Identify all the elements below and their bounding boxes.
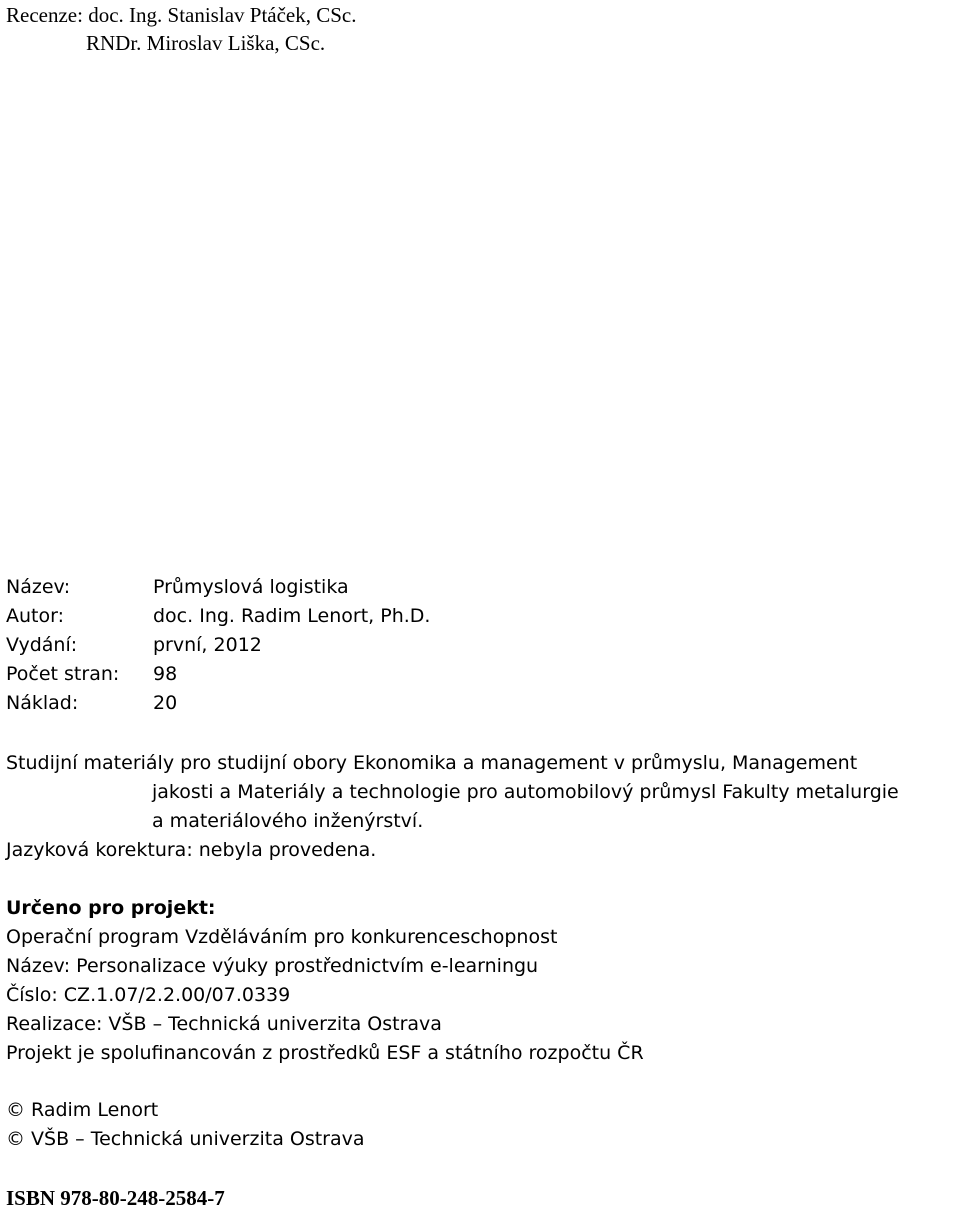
meta-copies-row xyxy=(6,692,178,714)
edition-value: první, 2012 xyxy=(153,634,262,656)
pages-value: 98 xyxy=(153,663,178,685)
study-line-2: jakosti a Materiály a technologie pro automobilový průmysl Fakulty metalurgie xyxy=(152,781,899,803)
meta-title-row xyxy=(6,576,349,598)
copyright-university: © VŠB – Technická univerzita Ostrava xyxy=(6,1128,365,1150)
title-value: Průmyslová logistika xyxy=(153,576,349,598)
copies-label: Náklad: xyxy=(6,692,79,714)
project-number: Číslo: CZ.1.07/2.2.00/07.0339 xyxy=(6,984,291,1006)
project-funding: Projekt je spolufinancován z prostředků ESF a státního rozpočtu ČR xyxy=(6,1042,644,1064)
project-name: Název: Personalizace výuky prostřednictvím e-learningu xyxy=(6,955,539,977)
reviewer-2: RNDr. Miroslav Liška, CSc. xyxy=(86,31,326,55)
meta-author-row xyxy=(6,605,431,627)
author-value: doc. Ing. Radim Lenort, Ph.D. xyxy=(153,605,431,627)
pages-label: Počet stran: xyxy=(6,663,120,685)
meta-pages-row xyxy=(6,663,178,685)
reviewer-line-2 xyxy=(86,33,325,54)
proofreading-note: Jazyková korektura: nebyla provedena. xyxy=(6,839,377,861)
project-heading: Určeno pro projekt: xyxy=(6,897,216,919)
reviewer-1: doc. Ing. Stanislav Ptáček, CSc. xyxy=(88,3,357,27)
copies-value: 20 xyxy=(153,692,178,714)
copyright-author: © Radim Lenort xyxy=(6,1099,159,1121)
study-line-1: Studijní materiály pro studijní obory Ekonomika a management v průmyslu, Management xyxy=(6,752,858,774)
isbn: ISBN 978-80-248-2584-7 xyxy=(6,1186,225,1210)
edition-label: Vydání: xyxy=(6,634,78,656)
reviewer-line-1 xyxy=(6,5,357,26)
meta-edition-row xyxy=(6,634,262,656)
project-program: Operační program Vzděláváním pro konkurenceschopnost xyxy=(6,926,558,948)
study-line-3: a materiálového inženýrství. xyxy=(152,810,424,832)
review-label: Recenze: xyxy=(6,3,83,27)
title-label: Název: xyxy=(6,576,71,598)
author-label: Autor: xyxy=(6,605,64,627)
project-implementation: Realizace: VŠB – Technická univerzita Ostrava xyxy=(6,1013,442,1035)
